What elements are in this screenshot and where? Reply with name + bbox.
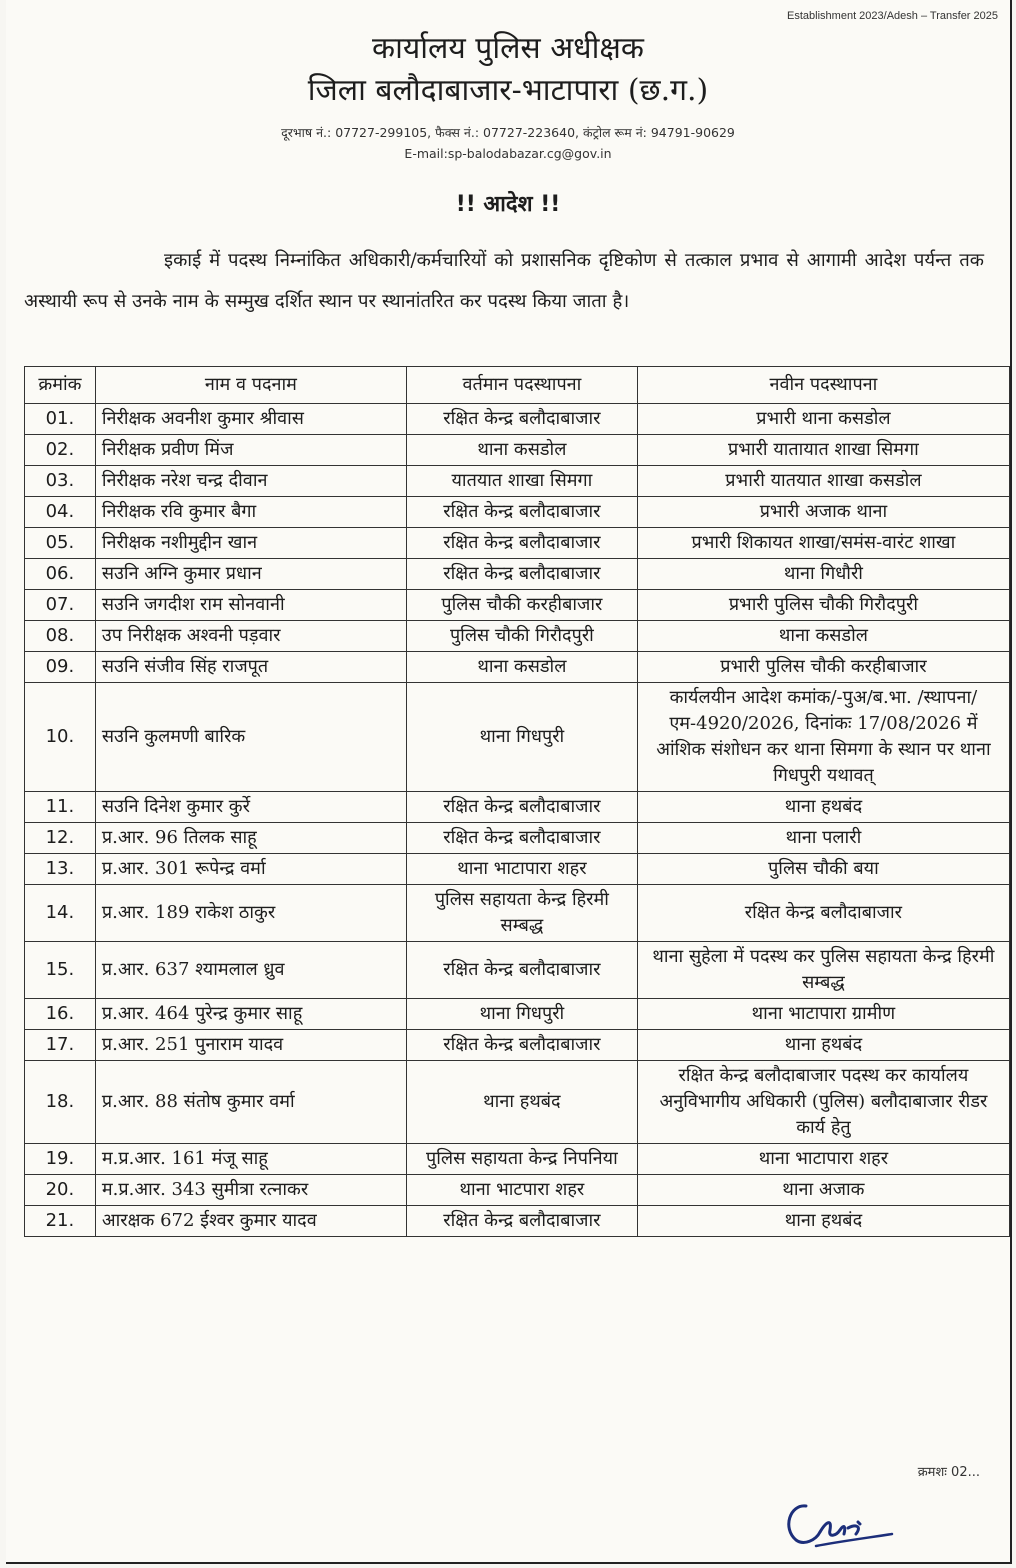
row-new-posting: थाना हथबंद [637,1030,1009,1061]
row-new-posting: प्रभारी यातायात शाखा सिमगा [637,435,1009,466]
row-new-posting: प्रभारी पुलिस चौकी करहीबाजार [637,652,1009,683]
row-new-posting: प्रभारी शिकायत शाखा/समंस-वारंट शाखा [637,528,1009,559]
row-name: प्र.आर. 88 संतोष कुमार वर्मा [95,1061,406,1144]
row-name: सउनि कुलमणी बारिक [95,683,406,792]
row-serial: 05. [25,528,96,559]
table-row [25,1144,1010,1175]
row-current-posting: थाना हथबंद [406,1061,637,1144]
table-row [25,1175,1010,1206]
table-row [25,1206,1010,1237]
row-serial: 16. [25,999,96,1030]
row-new-posting: प्रभारी पुलिस चौकी गिरौदपुरी [637,590,1009,621]
transfer-table [24,366,1010,1237]
row-name: प्र.आर. 464 पुरेन्द्र कुमार साहू [95,999,406,1030]
row-name: सउनि अग्नि कुमार प्रधान [95,559,406,590]
row-new-posting: थाना सुहेला में पदस्थ कर पुलिस सहायता केन्द्र हिरमी सम्बद्ध [637,942,1009,999]
order-document [6,0,1012,1564]
table-row [25,497,1010,528]
row-current-posting: पुलिस चौकी करहीबाजार [406,590,637,621]
row-current-posting: पुलिस सहायता केन्द्र हिरमी सम्बद्ध [406,885,637,942]
row-name: उप निरीक्षक अश्वनी पड़वार [95,621,406,652]
row-new-posting: प्रभारी यातयात शाखा कसडोल [637,466,1009,497]
table-row [25,621,1010,652]
row-serial: 17. [25,1030,96,1061]
header-new-posting: नवीन पदस्थापना [637,367,1009,404]
row-serial: 13. [25,854,96,885]
row-new-posting: थाना हथबंद [637,1206,1009,1237]
table-header-row [25,367,1010,404]
signature-icon [776,1488,896,1552]
row-current-posting: पुलिस सहायता केन्द्र निपनिया [406,1144,637,1175]
row-name: निरीक्षक प्रवीण मिंज [95,435,406,466]
row-current-posting: रक्षित केन्द्र बलौदाबाजार [406,497,637,528]
row-current-posting: रक्षित केन्द्र बलौदाबाजार [406,1030,637,1061]
row-serial: 08. [25,621,96,652]
row-serial: 14. [25,885,96,942]
row-serial: 02. [25,435,96,466]
row-new-posting: थाना हथबंद [637,792,1009,823]
row-serial: 10. [25,683,96,792]
row-current-posting: यातयात शाखा सिमगा [406,466,637,497]
row-current-posting: थाना गिधपुरी [406,999,637,1030]
row-new-posting: थाना भाटापारा शहर [637,1144,1009,1175]
table-row [25,999,1010,1030]
row-name: म.प्र.आर. 161 मंजू साहू [95,1144,406,1175]
row-current-posting: रक्षित केन्द्र बलौदाबाजार [406,404,637,435]
table-row [25,559,1010,590]
row-serial: 12. [25,823,96,854]
row-serial: 06. [25,559,96,590]
row-name: प्र.आर. 251 पुनाराम यादव [95,1030,406,1061]
row-new-posting: प्रभारी थाना कसडोल [637,404,1009,435]
row-new-posting: रक्षित केन्द्र बलौदाबाजार [637,885,1009,942]
row-current-posting: रक्षित केन्द्र बलौदाबाजार [406,792,637,823]
table-row [25,942,1010,999]
row-current-posting: थाना कसडोल [406,652,637,683]
row-serial: 07. [25,590,96,621]
row-serial: 03. [25,466,96,497]
row-serial: 09. [25,652,96,683]
row-current-posting: थाना गिधपुरी [406,683,637,792]
office-title: कार्यालय पुलिस अधीक्षक [372,31,644,66]
row-current-posting: थाना भाटापारा शहर [406,854,637,885]
table-row [25,683,1010,792]
header-current-posting: वर्तमान पदस्थापना [406,367,637,404]
row-serial: 04. [25,497,96,528]
row-current-posting: रक्षित केन्द्र बलौदाबाजार [406,942,637,999]
row-name: म.प्र.आर. 343 सुमीत्रा रत्नाकर [95,1175,406,1206]
row-name: निरीक्षक नशीमुद्दीन खान [95,528,406,559]
row-name: सउनि संजीव सिंह राजपूत [95,652,406,683]
row-new-posting: कार्यलयीन आदेश कमांक/-पुअ/ब.भा. /स्थापना/एम-4920/2026, दिनांकः 17/08/2026 में आंशिक संशोधन कर थाना सिमगा के स्थान पर थाना गिधपुरी यथावत् [637,683,1009,792]
contact-numbers: दूरभाष नं.: 07727-299105, फैक्स नं.: 07727-223640, कंट्रोल रूम नं: 94791-90629 [281,125,735,140]
district-title: जिला बलौदाबाजार-भाटापारा (छ.ग.) [307,73,709,108]
header-name: नाम व पदनाम [95,367,406,404]
row-name: प्र.आर. 637 श्यामलाल ध्रुव [95,942,406,999]
row-current-posting: रक्षित केन्द्र बलौदाबाजार [406,559,637,590]
row-new-posting: प्रभारी अजाक थाना [637,497,1009,528]
row-new-posting: थाना भाटापारा ग्रामीण [637,999,1009,1030]
row-new-posting: थाना पलारी [637,823,1009,854]
table-row [25,1030,1010,1061]
table-row [25,466,1010,497]
row-current-posting: पुलिस चौकी गिरौदपुरी [406,621,637,652]
order-heading: !! आदेश !! [455,192,561,217]
row-new-posting: थाना गिधौरी [637,559,1009,590]
row-serial: 21. [25,1206,96,1237]
row-name: निरीक्षक अवनीश कुमार श्रीवास [95,404,406,435]
row-name: प्र.आर. 301 रूपेन्द्र वर्मा [95,854,406,885]
row-name: सउनि जगदीश राम सोनवानी [95,590,406,621]
table-row [25,792,1010,823]
row-serial: 11. [25,792,96,823]
email-address: E-mail:sp-balodabazar.cg@gov.in [404,146,612,161]
reference-number: Establishment 2023/Adesh – Transfer 2025 [787,10,998,22]
row-name: प्र.आर. 96 तिलक साहू [95,823,406,854]
continuation-note: क्रमशः 02... [917,1465,980,1480]
row-new-posting: रक्षित केन्द्र बलौदाबाजार पदस्थ कर कार्यालय अनुविभागीय अधिकारी (पुलिस) बलौदाबाजार रीडर कार्य हेतु [637,1061,1009,1144]
row-serial: 18. [25,1061,96,1144]
table-row [25,823,1010,854]
table-row [25,652,1010,683]
row-current-posting: रक्षित केन्द्र बलौदाबाजार [406,1206,637,1237]
row-name: सउनि दिनेश कुमार कुर्रे [95,792,406,823]
order-body-text: इकाई में पदस्थ निम्नांकित अधिकारी/कर्मचारियों को प्रशासनिक दृष्टिकोण से तत्काल प्रभाव से आगामी आदेश पर्यन्त तक अस्थायी रूप से उनके नाम के सम्मुख दर्शित स्थान पर स्थानांतरित कर पदस्थ किया जाता है। [24,250,984,312]
row-name: आरक्षक 672 ईश्वर कुमार यादव [95,1206,406,1237]
table-row [25,590,1010,621]
table-row [25,854,1010,885]
table-row [25,404,1010,435]
row-new-posting: पुलिस चौकी बया [637,854,1009,885]
table-row [25,528,1010,559]
row-current-posting: थाना भाटपारा शहर [406,1175,637,1206]
row-name: निरीक्षक नरेश चन्द्र दीवान [95,466,406,497]
row-current-posting: रक्षित केन्द्र बलौदाबाजार [406,823,637,854]
table-row [25,1061,1010,1144]
row-current-posting: रक्षित केन्द्र बलौदाबाजार [406,528,637,559]
row-current-posting: थाना कसडोल [406,435,637,466]
table-row [25,885,1010,942]
header-serial: क्रमांक [25,367,96,404]
row-serial: 01. [25,404,96,435]
row-name: निरीक्षक रवि कुमार बैगा [95,497,406,528]
row-new-posting: थाना अजाक [637,1175,1009,1206]
row-serial: 20. [25,1175,96,1206]
row-serial: 15. [25,942,96,999]
row-serial: 19. [25,1144,96,1175]
table-row [25,435,1010,466]
row-new-posting: थाना कसडोल [637,621,1009,652]
row-name: प्र.आर. 189 राकेश ठाकुर [95,885,406,942]
